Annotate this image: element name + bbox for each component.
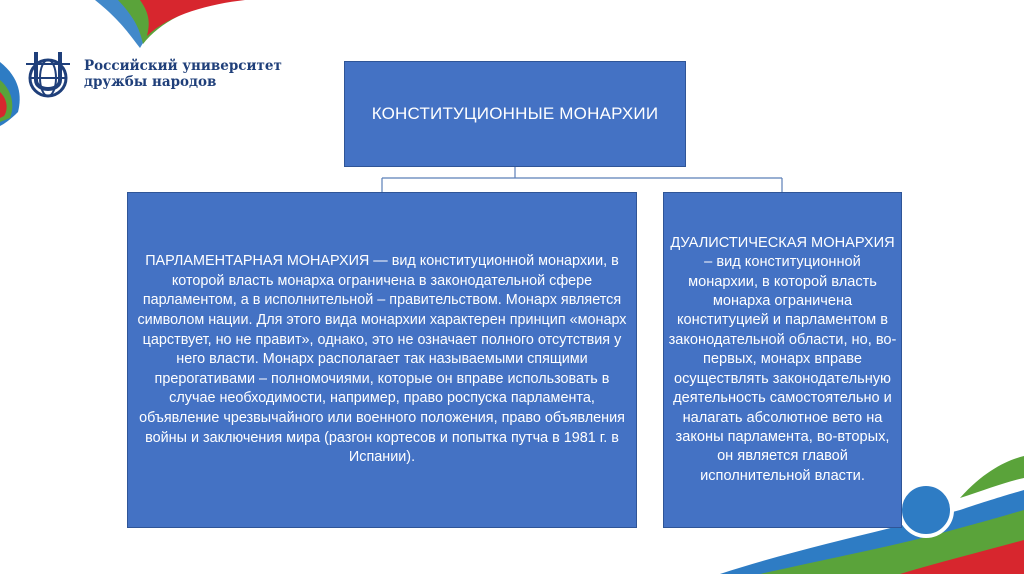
- parliamentary-monarchy-text: ПАРЛАМЕНТАРНАЯ МОНАРХИЯ — вид конституционной монархии, в которой власть монарха ограничена в законодательной сфере парламентом, а в исполнительной – правительством. Монарх является символом нации. Для этого вида монархии характерен принцип «монарх царствует, но не правит», однако, это не означает полного отсутствия у него власти. Монарх располагает так называемыми спящими прерогативами – полномочиями, которые он вправе использовать в случае необходимости, например, право роспуска парламента, объявление чрезвычайного или военного положения, право объявления войны и заключения мира (разгон кортесов и попытка путча в 1981 г. в Испании).: [137, 253, 627, 466]
- root-node-text: КОНСТИТУЦИОННЫЕ МОНАРХИИ: [371, 104, 659, 123]
- node-parliamentary-monarchy: [127, 192, 637, 528]
- node-dualistic-monarchy: [663, 192, 902, 528]
- root-node-constitutional-monarchies: [344, 61, 686, 167]
- university-name-line1: Российский университет: [84, 58, 282, 74]
- university-name-line2: дружбы народов: [84, 74, 217, 90]
- dualistic-monarchy-text: ДУАЛИСТИЧЕСКАЯ МОНАРХИЯ – вид конституционной монархии, в которой власть монарха ограничена конституцией и парламентом в законодательной области, но, во-первых, монарх вправе осуществлять законодательную деятельность самостоятельно и налагать абсолютное вето на законы парламента, во-вторых, он является главой исполнительной власти.: [668, 234, 897, 484]
